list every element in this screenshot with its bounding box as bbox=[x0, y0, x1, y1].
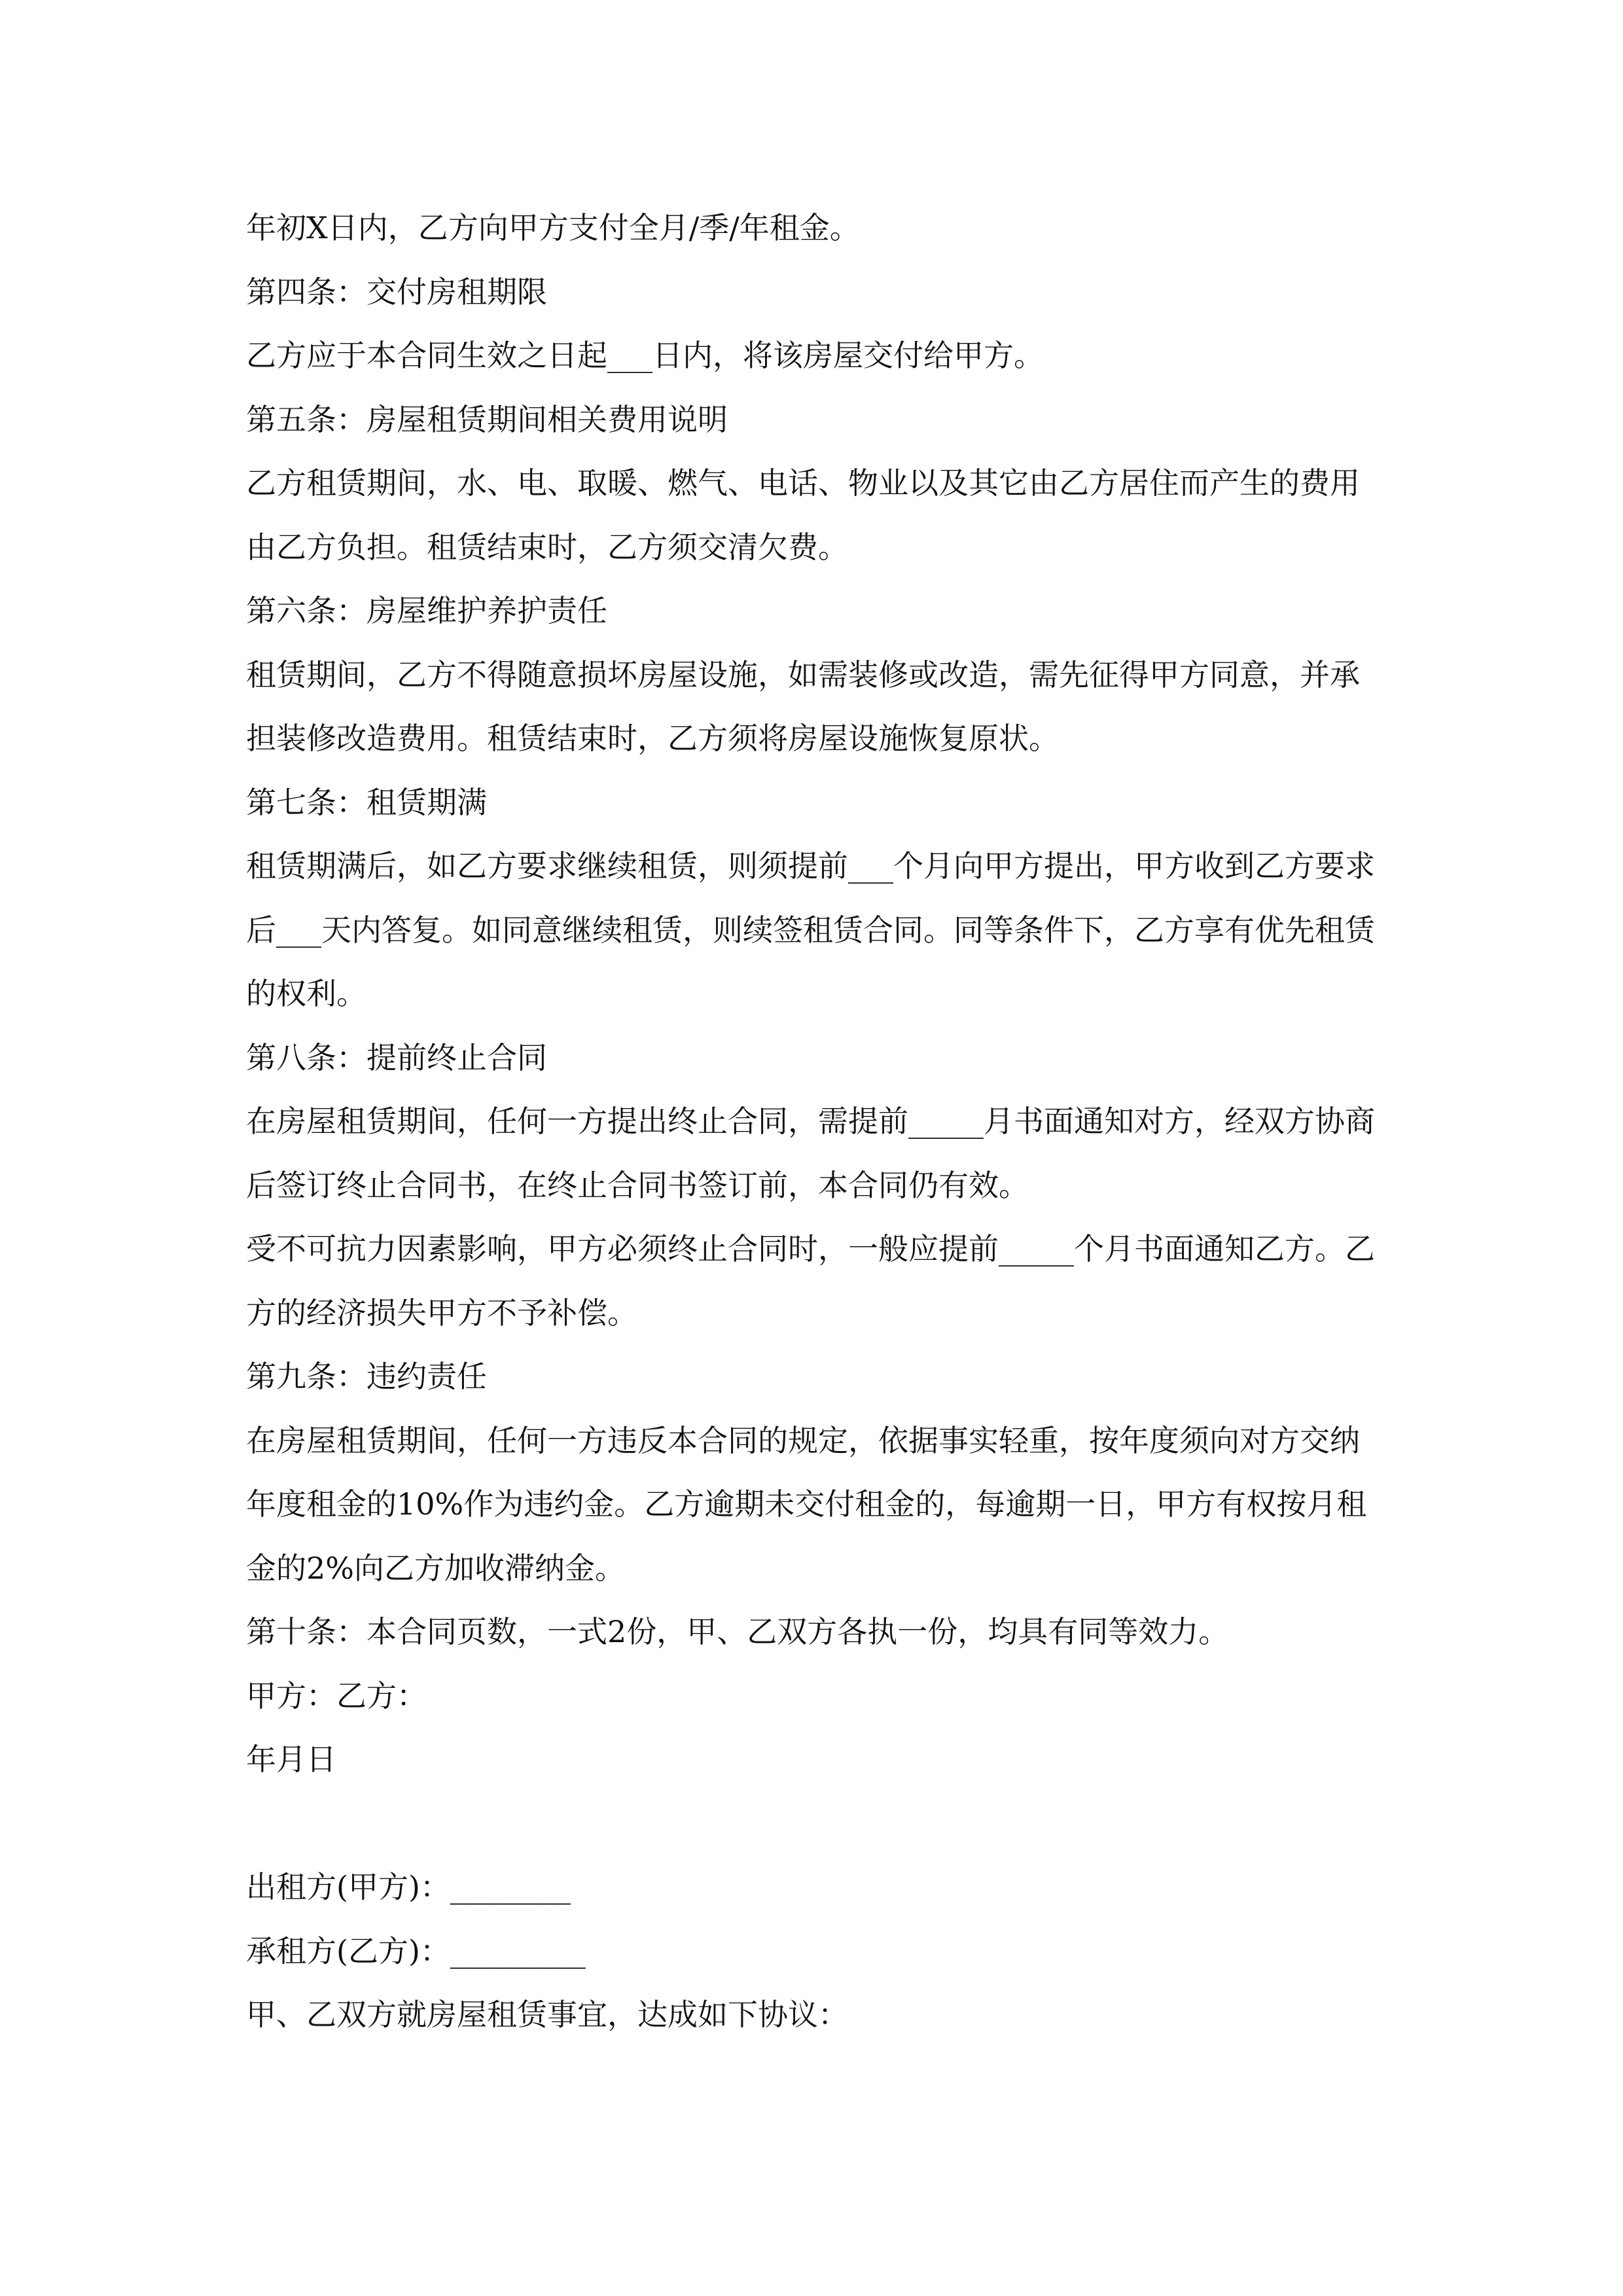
paragraph-clause-6: 租赁期间，乙方不得随意损坏房屋设施，如需装修或改造，需先征得甲方同意，并承担装修改造费用。租赁结束时，乙方须将房屋设施恢复原状。 bbox=[246, 656, 1360, 756]
section-spacer bbox=[246, 1792, 1385, 1856]
agreement-intro: 甲、乙双方就房屋租赁事宜，达成如下协议： bbox=[246, 1997, 848, 2032]
paragraph-rent-payment: 年初X日内，乙方向甲方支付全月/季/年租金。 bbox=[246, 210, 860, 245]
lessee-line: 承租方(乙方)：_________ bbox=[246, 1933, 586, 1969]
paragraph-clause-5: 乙方租赁期间，水、电、取暖、燃气、电话、物业以及其它由乙方居住而产生的费用由乙方负担。租赁结束时，乙方须交清欠费。 bbox=[246, 465, 1360, 565]
clause-9-heading: 第九条：违约责任 bbox=[246, 1359, 487, 1394]
clause-6-heading: 第六条：房屋维护养护责任 bbox=[246, 593, 607, 628]
signature-parties: 甲方：乙方： bbox=[246, 1677, 427, 1713]
paragraph-clause-9: 在房屋租赁期间，任何一方违反本合同的规定，依据事实轻重，按年度须向对方交纳年度租金的10%作为违约金。乙方逾期未交付租金的，每逾期一日，甲方有权按月租金的2%向乙方加收滞纳金。 bbox=[246, 1422, 1367, 1586]
clause-8-heading: 第八条：提前终止合同 bbox=[246, 1039, 547, 1075]
clause-7-heading: 第七条：租赁期满 bbox=[246, 784, 487, 820]
paragraph-clause-8b: 受不可抗力因素影响，甲方必须终止合同时，一般应提前_____个月书面通知乙方。乙方的经济损失甲方不予补偿。 bbox=[246, 1231, 1375, 1331]
document-body bbox=[246, 196, 1385, 2047]
paragraph-clause-4: 乙方应于本合同生效之日起___日内，将该房屋交付给甲方。 bbox=[246, 338, 1044, 373]
clause-4-heading: 第四条：交付房租期限 bbox=[246, 274, 547, 310]
lessor-line: 出租方(甲方)：________ bbox=[246, 1869, 571, 1905]
clause-5-heading: 第五条：房屋租赁期间相关费用说明 bbox=[246, 401, 728, 437]
signature-date: 年月日 bbox=[246, 1742, 336, 1777]
paragraph-clause-7: 租赁期满后，如乙方要求继续租赁，则须提前___个月向甲方提出，甲方收到乙方要求后___天内答复。如同意继续租赁，则续签租赁合同。同等条件下，乙方享有优先租赁的权利。 bbox=[246, 848, 1375, 1011]
clause-10: 第十条：本合同页数，一式2份，甲、乙双方各执一份，均具有同等效力。 bbox=[246, 1614, 1229, 1649]
paragraph-clause-8a: 在房屋租赁期间，任何一方提出终止合同，需提前_____月书面通知对方，经双方协商后签订终止合同书，在终止合同书签订前，本合同仍有效。 bbox=[246, 1103, 1375, 1203]
